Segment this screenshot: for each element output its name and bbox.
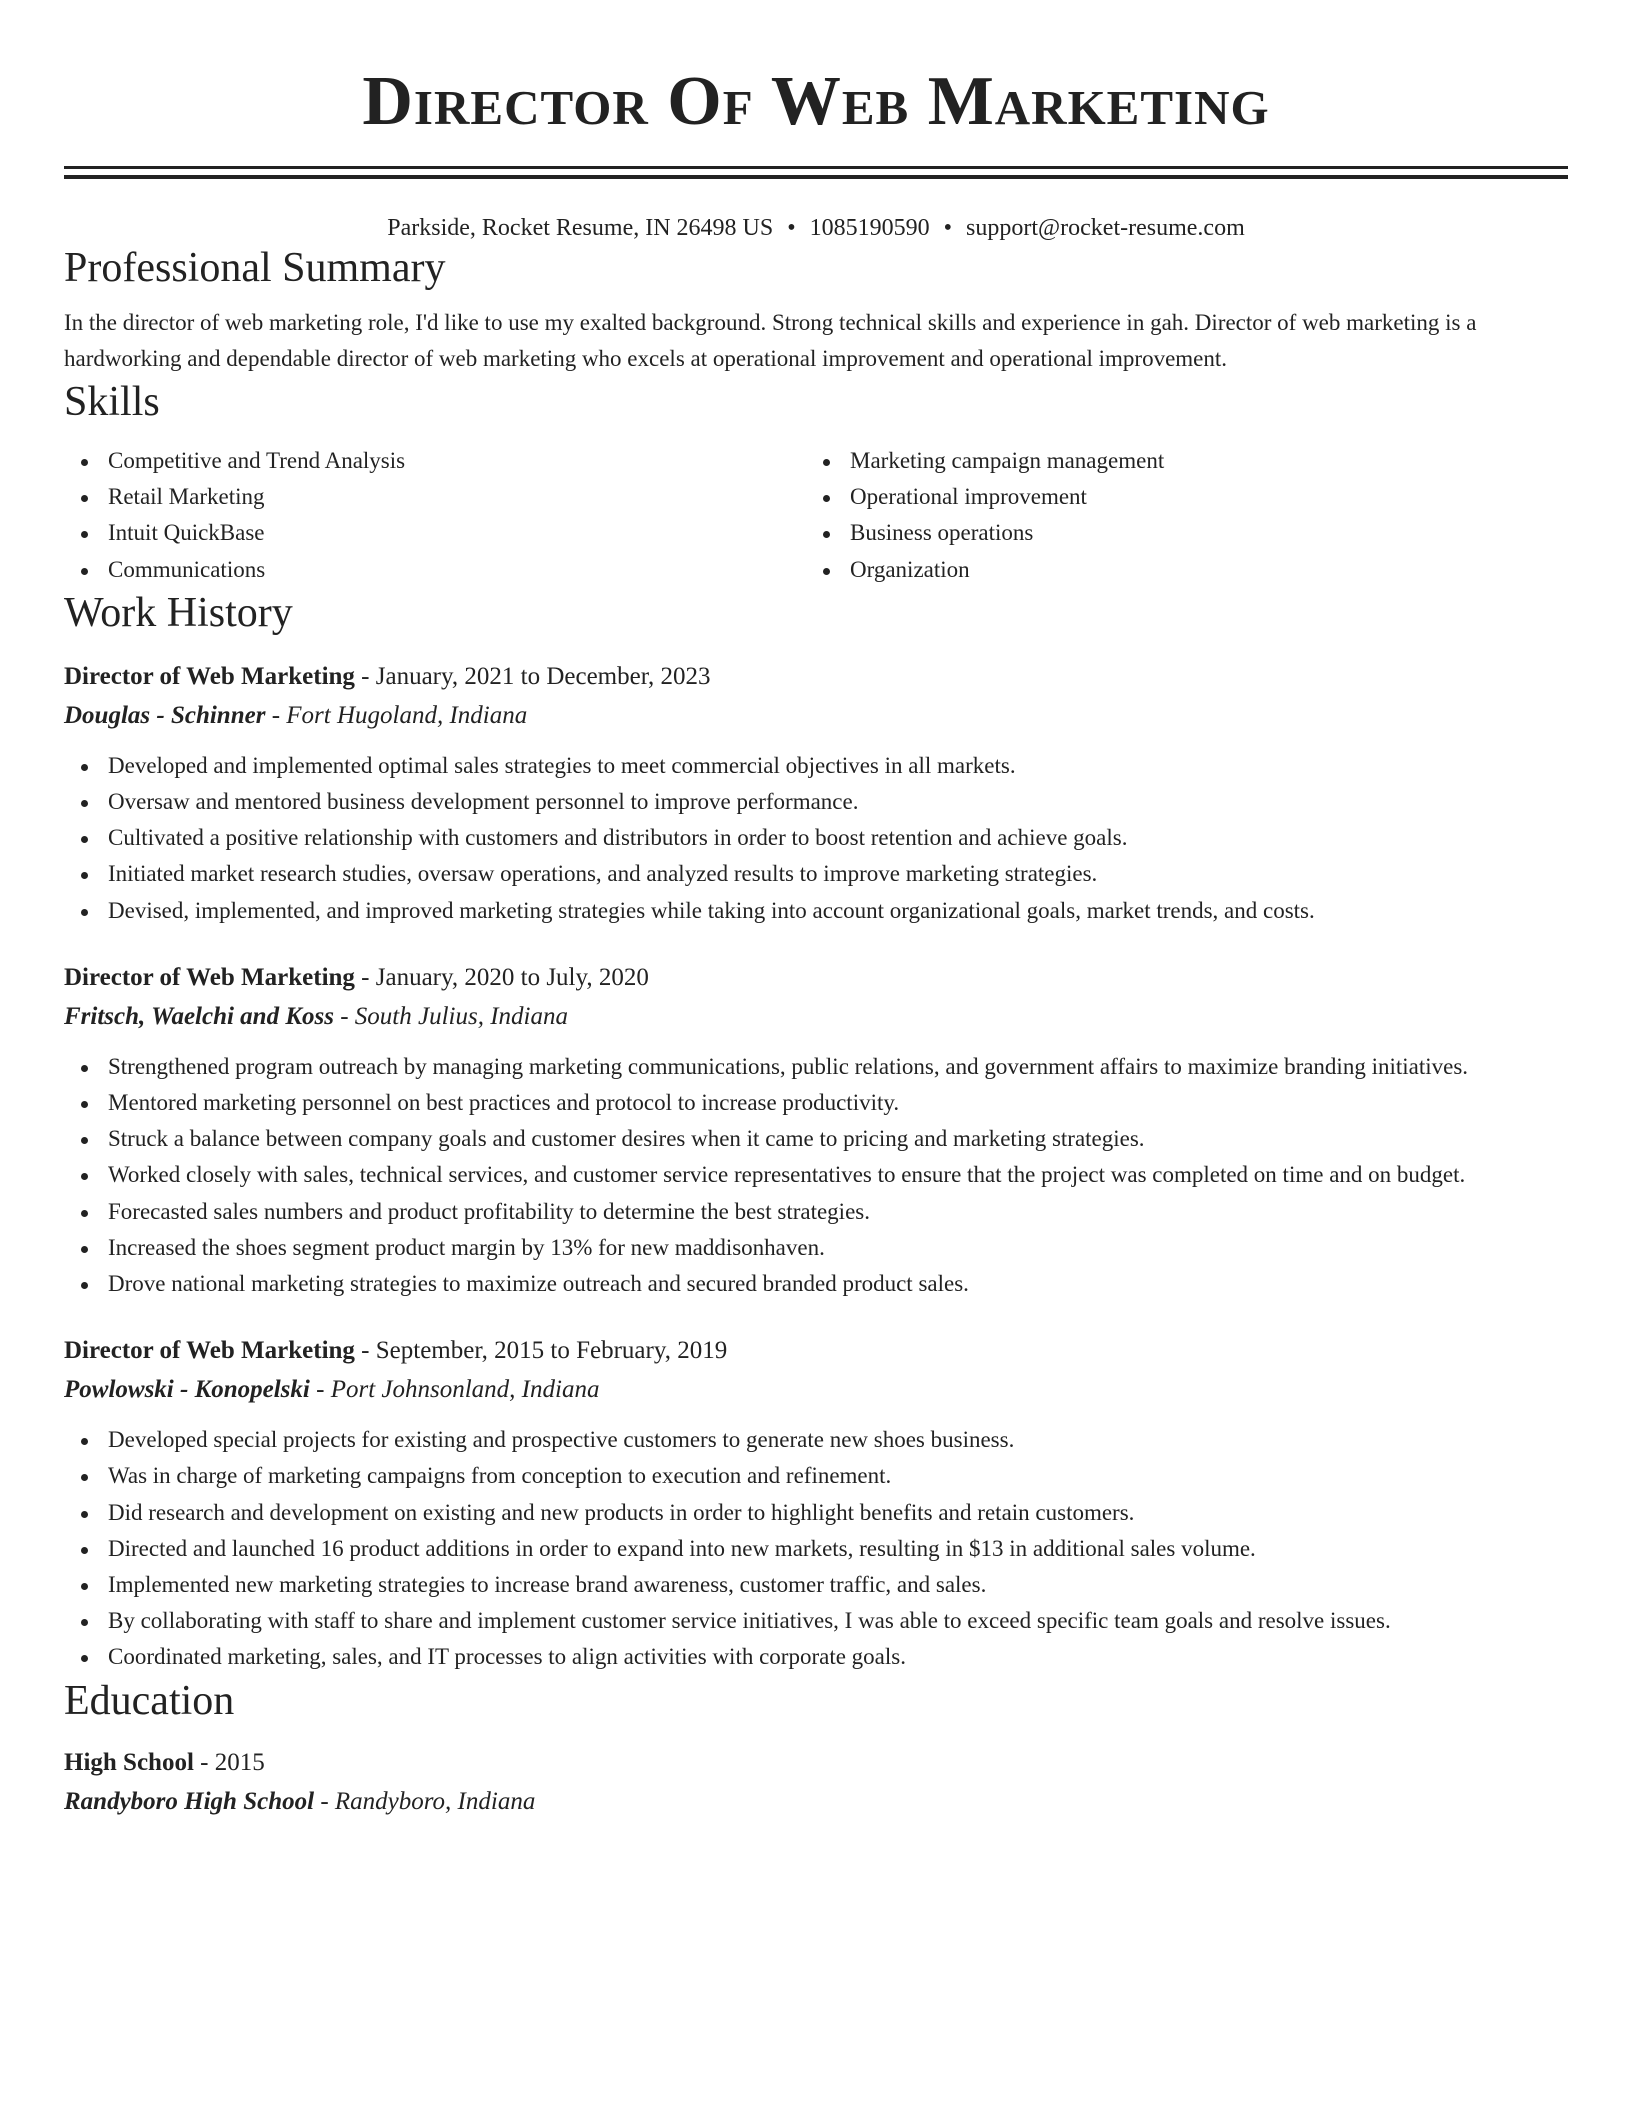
- job-company: Fritsch, Waelchi and Koss: [64, 1002, 334, 1030]
- job-bullets: [64, 748, 1568, 929]
- skill-item: Organization: [806, 552, 1548, 588]
- job-bullet: Mentored marketing personnel on best practices and protocol to increase productivity.: [64, 1085, 1568, 1121]
- job-heading: [64, 959, 1568, 997]
- job-bullet: Devised, implemented, and improved marketing strategies while taking into account organizational goals, market trends, and costs.: [64, 893, 1568, 929]
- contact-line: [64, 213, 1568, 243]
- job-heading: [64, 658, 1568, 696]
- job-entry: [64, 959, 1568, 1302]
- job-title: Director of Web Marketing: [64, 963, 355, 991]
- skill-item: Intuit QuickBase: [64, 515, 806, 551]
- education-school-line: [64, 1782, 1568, 1822]
- skill-item: Business operations: [806, 515, 1548, 551]
- section-title-work-history: Work History: [64, 589, 293, 636]
- skill-item: Competitive and Trend Analysis: [64, 443, 806, 479]
- job-employer: [64, 997, 1568, 1037]
- job-bullet: Oversaw and mentored business development personnel to improve performance.: [64, 784, 1568, 820]
- job-bullet: Developed and implemented optimal sales strategies to meet commercial objectives in all markets.: [64, 748, 1568, 784]
- skill-item: Retail Marketing: [64, 479, 806, 515]
- skill-item: Communications: [64, 552, 806, 588]
- education-school: Randyboro High School: [64, 1787, 315, 1815]
- job-bullet: Directed and launched 16 product additions in order to expand into new markets, resulting in $13 in additional sales volume.: [64, 1531, 1568, 1567]
- skills-list: [64, 443, 1568, 588]
- job-bullet: Did research and development on existing and new products in order to highlight benefits and retain customers.: [64, 1495, 1568, 1531]
- job-entry: [64, 1332, 1568, 1675]
- job-bullet: Developed special projects for existing and prospective customers to generate new shoes business.: [64, 1422, 1568, 1458]
- education-degree: High School: [64, 1748, 194, 1776]
- job-bullet: Implemented new marketing strategies to increase brand awareness, customer traffic, and sales.: [64, 1567, 1568, 1603]
- resume-name: Director Of Web Marketing: [362, 63, 1270, 140]
- education-year: - 2015: [200, 1748, 265, 1776]
- job-title: Director of Web Marketing: [64, 1337, 355, 1365]
- job-bullet: By collaborating with staff to share and implement customer service initiatives, I was able to exceed specific team goals and resolve issues.: [64, 1603, 1568, 1639]
- summary-text: In the director of web marketing role, I'd like to use my exalted background. Strong technical skills and experience in gah. Director of web marketing is a hardworking and dependable director of web marketing who excels at operational improvement and operational improvement.: [64, 310, 1477, 371]
- job-bullet: Drove national marketing strategies to maximize outreach and secured branded product sales.: [64, 1266, 1568, 1302]
- contact-address: Parkside, Rocket Resume, IN 26498 US: [387, 215, 774, 241]
- section-title-education: Education: [64, 1677, 235, 1724]
- contact-separator: •: [943, 215, 953, 241]
- job-bullet: Forecasted sales numbers and product profitability to determine the best strategies.: [64, 1194, 1568, 1230]
- job-bullet: Strengthened program outreach by managing marketing communications, public relations, and government affairs to maximize branding initiatives.: [64, 1049, 1568, 1085]
- skills-column-right: [806, 443, 1548, 588]
- education-heading: [64, 1744, 1568, 1782]
- contact-phone: 1085190590: [809, 215, 930, 241]
- job-entry: [64, 658, 1568, 929]
- job-location: - South Julius, Indiana: [340, 1002, 568, 1030]
- section-title-skills: Skills: [64, 379, 160, 425]
- skill-item: Operational improvement: [806, 479, 1548, 515]
- job-dates: - September, 2015 to February, 2019: [361, 1337, 728, 1365]
- job-bullet: Coordinated marketing, sales, and IT processes to align activities with corporate goals.: [64, 1639, 1568, 1675]
- job-dates: - January, 2020 to July, 2020: [361, 963, 649, 991]
- job-bullet: Initiated market research studies, oversaw operations, and analyzed results to improve marketing strategies.: [64, 856, 1568, 892]
- job-heading: [64, 1332, 1568, 1370]
- job-bullet: Increased the shoes segment product margin by 13% for new maddisonhaven.: [64, 1230, 1568, 1266]
- job-title: Director of Web Marketing: [64, 662, 355, 690]
- job-bullet: Was in charge of marketing campaigns from conception to execution and refinement.: [64, 1458, 1568, 1494]
- job-location: - Port Johnsonland, Indiana: [316, 1376, 600, 1404]
- section-title-summary: Professional Summary: [64, 245, 446, 291]
- education-entry: [64, 1744, 1568, 1822]
- job-bullet: Worked closely with sales, technical services, and customer service representatives to ensure that the project was completed on time and on budget.: [64, 1157, 1568, 1193]
- job-bullets: [64, 1422, 1568, 1675]
- skills-column-left: [64, 443, 806, 588]
- job-company: Douglas - Schinner: [64, 701, 266, 729]
- contact-separator: •: [787, 215, 796, 241]
- header-double-rule: [64, 166, 1568, 179]
- job-location: - Fort Hugoland, Indiana: [271, 701, 528, 729]
- job-company: Powlowski - Konopelski: [64, 1376, 310, 1404]
- job-employer: [64, 696, 1568, 736]
- skill-item: Marketing campaign management: [806, 443, 1548, 479]
- contact-email: support@rocket-resume.com: [966, 215, 1245, 241]
- job-bullets: [64, 1049, 1568, 1302]
- job-bullet: Cultivated a positive relationship with customers and distributors in order to boost retention and achieve goals.: [64, 820, 1568, 856]
- job-bullet: Struck a balance between company goals and customer desires when it came to pricing and marketing strategies.: [64, 1121, 1568, 1157]
- job-dates: - January, 2021 to December, 2023: [361, 662, 711, 690]
- job-employer: [64, 1370, 1568, 1410]
- education-location: - Randyboro, Indiana: [320, 1787, 536, 1815]
